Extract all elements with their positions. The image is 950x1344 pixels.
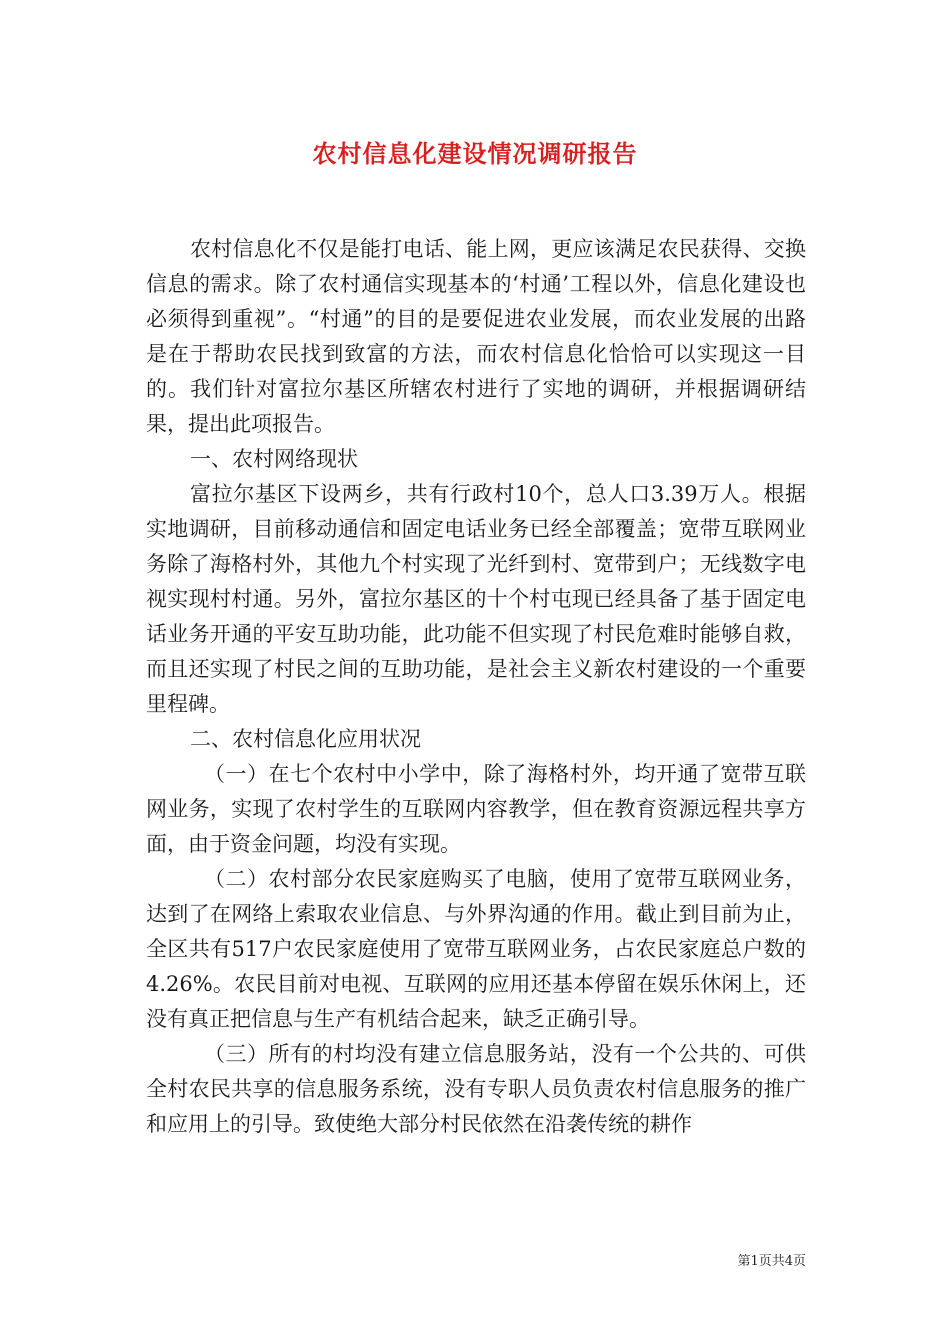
paragraph-item-2: （二）农村部分农民家庭购买了电脑，使用了宽带互联网业务，达到了在网络上索取农业信息、与外界沟通的作用。截止到目前为止，全区共有517户农民家庭使用了宽带互联网业务，占农民家庭总户数的4.26%。农民目前对电视、互联网的应用还基本停留在娱乐休闲上，还没有真正把信息与生产有机结合起来，缺乏正确引导。 xyxy=(146,867,806,1031)
paragraph-network-status: 富拉尔基区下设两乡，共有行政村10个，总人口3.39万人。根据实地调研，目前移动通信和固定电话业务已经全部覆盖；宽带互联网业务除了海格村外，其他九个村实现了光纤到村、宽带到户；无线数字电视实现村村通。另外，富拉尔基区的十个村屯现已经具备了基于固定电话业务开通的平安互助功能，此功能不但实现了村民危难时能够自救，而且还实现了村民之间的互助功能，是社会主义新农村建设的一个重要里程碑。 xyxy=(146,482,806,716)
section-heading-1: 一、农村网络现状 xyxy=(190,447,358,471)
paragraph-intro: 农村信息化不仅是能打电话、能上网，更应该满足农民获得、交换信息的需求。除了农村通信实现基本的‘村通’工程以外，信息化建设也必须得到重视”。“村通”的目的是要促进农业发展，而农业发展的出路是在于帮助农民找到致富的方法，而农村信息化恰恰可以实现这一目的。我们针对富拉尔基区所辖农村进行了实地的调研，并根据调研结果，提出此项报告。 xyxy=(146,237,806,436)
paragraph-item-1: （一）在七个农村中小学中，除了海格村外，均开通了宽带互联网业务，实现了农村学生的互联网内容教学，但在教育资源远程共享方面，由于资金问题，均没有实现。 xyxy=(146,762,806,856)
document-title: 农村信息化建设情况调研报告 xyxy=(312,139,638,168)
section-heading-2: 二、农村信息化应用状况 xyxy=(190,727,421,751)
page-number: 第1页共4页 xyxy=(737,1254,806,1269)
paragraph-item-3: （三）所有的村均没有建立信息服务站，没有一个公共的、可供全村农民共享的信息服务系统，没有专职人员负责农村信息服务的推广和应用上的引导。致使绝大部分村民依然在沿袭传统的耕作 xyxy=(146,1042,806,1136)
document-body xyxy=(146,232,806,1142)
